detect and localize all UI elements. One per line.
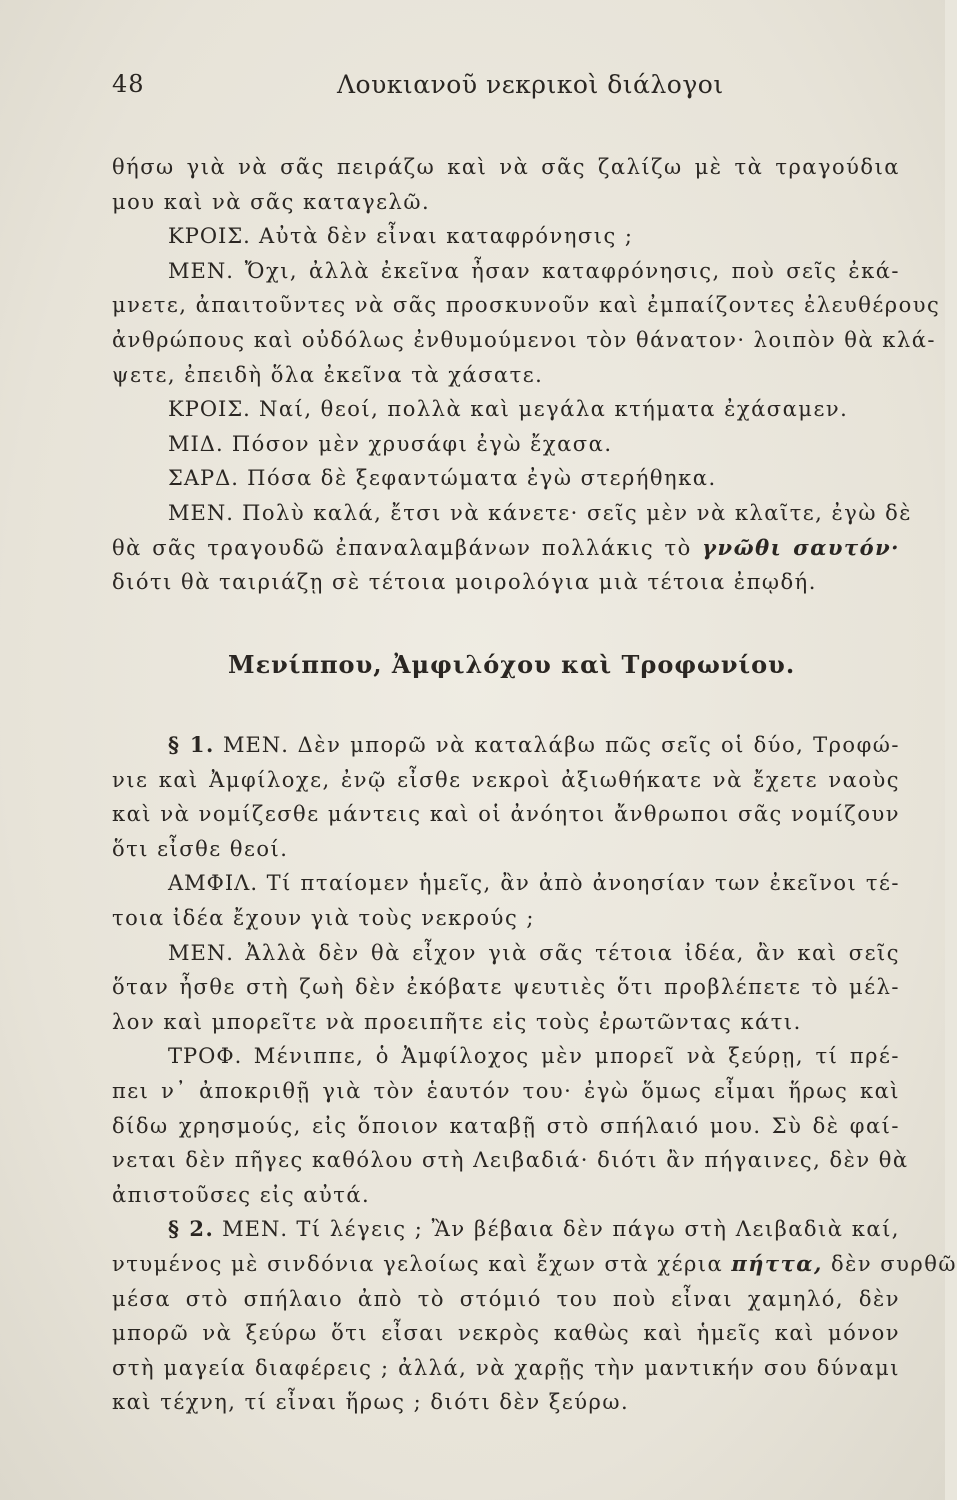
speaker-label: ΜΕΝ. xyxy=(168,940,234,965)
line-text: ἀνθρώπους καὶ οὐδόλως ἐνθυμούμενοι τὸν θάνατον· λοιπὸν θὰ κλά- xyxy=(112,327,936,352)
line-text: ἀπιστοῦσες εἰς αὐτά. xyxy=(112,1182,371,1207)
line-text: λον καὶ μπορεῖτε νὰ προειπῆτε εἰς τοὺς ἐρωτῶντας κάτι. xyxy=(112,1009,802,1034)
line-text: μέσα στὸ σπήλαιο ἀπὸ τὸ στόμιό του ποὺ εἶναι χαμηλό, δὲν xyxy=(112,1286,900,1311)
speaker-label: ΜΙΔ. xyxy=(168,431,224,456)
line-text-tail: δὲν συρθῶ xyxy=(822,1251,957,1276)
text-line xyxy=(112,832,900,867)
speaker-label: ΑΜΦΙΛ. xyxy=(168,871,259,896)
line-text: Ἀλλὰ δὲν θὰ εἶχον γιὰ σᾶς τέτοια ἰδέα, ἂν καὶ σεῖς xyxy=(233,940,900,965)
section-marker: § 2. xyxy=(168,1216,215,1242)
line-text: Πόσον μὲν χρυσάφι ἐγὼ ἔχασα. xyxy=(223,431,613,456)
line-text: διότι θὰ ταιριάζῃ σὲ τέτοια μοιρολόγια μιὰ τέτοια ἐπῳδή. xyxy=(112,570,817,595)
text-line xyxy=(112,1316,900,1351)
text-line xyxy=(112,797,900,832)
line-text: στὴ μαγεία διαφέρεις ; ἀλλά, νὰ χαρῇς τὴν μαντικήν σου δύναμι xyxy=(112,1355,900,1380)
emphasized-text: πήττα, xyxy=(731,1250,823,1276)
text-line xyxy=(112,901,900,936)
text-line xyxy=(112,1247,957,1282)
text-line xyxy=(112,1074,900,1109)
text-line xyxy=(112,1282,900,1317)
line-text: Τί λέγεις ; Ἂν βέβαια δὲν πάγω στὴ Λειβαδιὰ καί, xyxy=(288,1217,900,1242)
text-line xyxy=(112,1109,900,1144)
page-header xyxy=(112,70,892,110)
line-text: Τί πταίομεν ἡμεῖς, ἂν ἀπὸ ἀνοησίαν των ἐκεῖνοι τέ- xyxy=(258,871,900,896)
line-text: ψετε, ἐπειδὴ ὅλα ἐκεῖνα τὰ χάσατε. xyxy=(112,362,544,387)
line-text: ὅτι εἶσθε θεοί. xyxy=(112,836,289,861)
dialogue-text-part1 xyxy=(112,150,941,600)
line-text: Πόσα δὲ ξεφαντώματα ἐγὼ στερήθηκα. xyxy=(238,466,717,491)
text-line xyxy=(112,427,900,462)
line-text: καὶ τέχνη, τί εἶναι ἥρως ; διότι δὲν ξεύρω. xyxy=(112,1390,630,1415)
line-text: μνετε, ἀπαιτοῦντες νὰ σᾶς προσκυνοῦν καὶ ἐμπαίζοντες ἐλευθέρους xyxy=(112,293,941,318)
line-text: θήσω γιὰ νὰ σᾶς πειράζω καὶ νὰ σᾶς ζαλίζω μὲ τὰ τραγούδια xyxy=(112,155,900,179)
speaker-label: ΣΑΡΔ. xyxy=(168,466,239,491)
text-line xyxy=(112,936,900,971)
text-line xyxy=(112,866,900,901)
text-line xyxy=(112,461,900,496)
text-line xyxy=(112,970,900,1005)
line-text: Πολὺ καλά, ἔτσι νὰ κάνετε· σεῖς μὲν νὰ κλαῖτε, ἐγὼ δὲ xyxy=(233,500,913,525)
speaker-label: ΜΕΝ. xyxy=(214,733,289,757)
section-marker: § 1. xyxy=(168,732,215,757)
text-line xyxy=(112,728,900,763)
text-line xyxy=(112,288,941,323)
text-line xyxy=(112,392,900,427)
line-text: μπορῶ νὰ ξεύρω ὅτι εἶσαι νεκρὸς καθὼς καὶ ἡμεῖς καὶ μόνον xyxy=(112,1321,900,1346)
text-line xyxy=(112,531,900,566)
line-text: ὅταν ἦσθε στὴ ζωὴ δὲν ἐκόβατε ψευτιὲς ὅτι προβλέπετε τὸ μέλ- xyxy=(112,975,900,1000)
text-line xyxy=(112,565,900,600)
text-line xyxy=(112,1212,900,1247)
line-text: Ναί, θεοί, πολλὰ καὶ μεγάλα κτήματα ἐχάσαμεν. xyxy=(250,397,849,422)
dialogue-text-part2 xyxy=(112,728,957,1420)
text-line xyxy=(112,185,900,220)
text-line xyxy=(112,254,900,289)
page-number: 48 xyxy=(112,70,145,98)
text-line xyxy=(112,1385,900,1420)
speaker-label: ΚΡΟΙΣ. xyxy=(168,224,251,249)
speaker-label: ΜΕΝ. xyxy=(168,500,234,525)
text-line xyxy=(112,1351,900,1386)
line-text: ντυμένος μὲ σινδόνια γελοίως καὶ ἔχων στὰ χέρια xyxy=(112,1251,732,1276)
line-text: τοια ἰδέα ἔχουν γιὰ τοὺς νεκρούς ; xyxy=(112,905,535,930)
line-text: καὶ νὰ νομίζεσθε μάντεις καὶ οἱ ἀνόητοι ἄνθρωποι σᾶς νομίζουν xyxy=(112,802,900,827)
text-line xyxy=(112,358,900,393)
text-line xyxy=(112,150,900,185)
text-line xyxy=(112,1178,900,1213)
line-text: νιε καὶ Ἀμφίλοχε, ἐνῷ εἶσθε νεκροὶ ἀξιωθήκατε νὰ ἔχετε ναοὺς xyxy=(112,767,900,792)
line-text: Δὲν μπορῶ νὰ καταλάβω πῶς σεῖς οἱ δύο, Τροφώ- xyxy=(288,733,900,757)
line-text: δίδω χρησμούς, εἰς ὅποιον καταβῇ στὸ σπήλαιό μου. Σὺ δὲ φαί- xyxy=(112,1113,900,1138)
line-text: Αὐτὰ δὲν εἶναι καταφρόνησις ; xyxy=(250,224,634,249)
line-text: Μένιππε, ὁ Ἀμφίλοχος μὲν μπορεῖ νὰ ξεύρῃ, τί πρέ- xyxy=(242,1044,900,1069)
section-title: Μενίππου, Ἀμφιλόχου καὶ Τροφωνίου. xyxy=(228,650,796,679)
line-text: πει ν᾿ ἀποκριθῇ γιὰ τὸν ἑαυτόν του· ἐγὼ ὅμως εἶμαι ἥρως καὶ xyxy=(112,1078,900,1103)
speaker-label: ΚΡΟΙΣ. xyxy=(168,397,251,422)
speaker-label: ΜΕΝ. xyxy=(168,258,234,283)
line-text: μου καὶ νὰ σᾶς καταγελῶ. xyxy=(112,189,431,214)
text-line xyxy=(112,323,936,358)
speaker-label: ΜΕΝ. xyxy=(214,1217,289,1242)
line-text: Ὄχι, ἀλλὰ ἐκεῖνα ἦσαν καταφρόνησις, ποὺ σεῖς ἐκά- xyxy=(233,258,900,283)
line-text: θὰ σᾶς τραγουδῶ ἐπαναλαμβάνων πολλάκις τὸ xyxy=(112,535,703,560)
text-line xyxy=(112,219,900,254)
running-title: Λουκιανοῦ νεκρικοὶ διάλογοι xyxy=(337,70,724,99)
text-line xyxy=(112,496,913,531)
text-line xyxy=(112,1143,909,1178)
emphasized-text: γνῶθι σαυτόν· xyxy=(702,534,900,560)
text-line xyxy=(112,1005,900,1040)
text-line xyxy=(112,1039,900,1074)
speaker-label: ΤΡΟΦ. xyxy=(168,1044,243,1069)
text-line xyxy=(112,763,900,798)
line-text: νεται δὲν πῆγες καθόλου στὴ Λειβαδιά· διότι ἂν πήγαινες, δὲν θὰ xyxy=(112,1148,909,1173)
